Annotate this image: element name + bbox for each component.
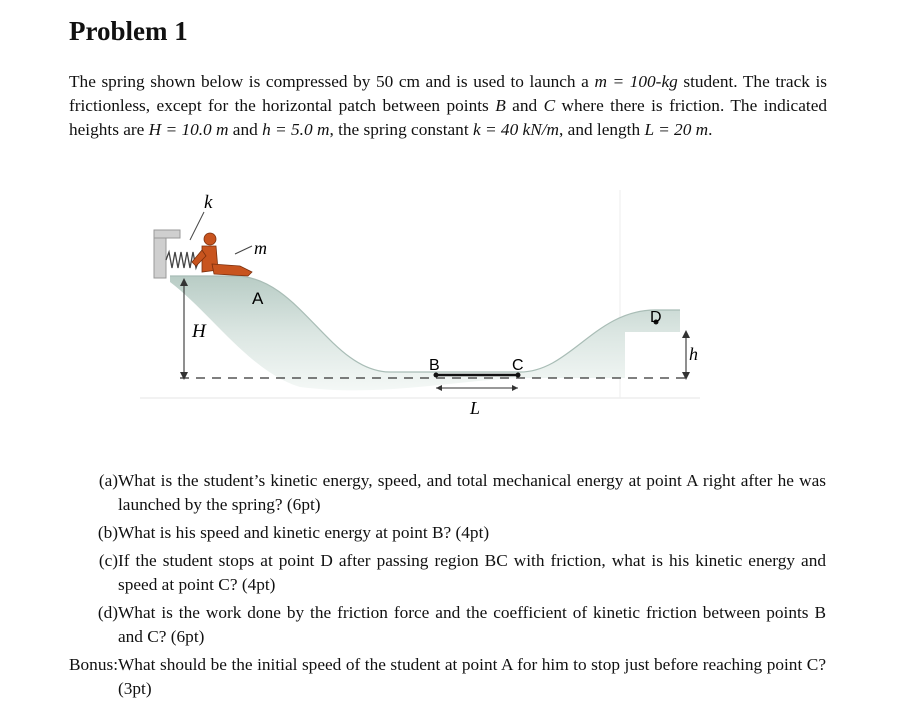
label-c: C	[512, 357, 524, 374]
question-bonus	[50, 653, 826, 701]
label-d: D	[650, 309, 662, 326]
point-b-ref: B	[495, 96, 506, 115]
intro-text-6: .	[708, 120, 713, 139]
intro-text-4: , the spring constant	[329, 120, 473, 139]
problem-statement	[69, 70, 827, 142]
question-c-text: If the student stops at point D after passing region BC with friction, what is his kinetic energy and speed at point C? (4pt)	[118, 551, 826, 594]
intro-and-2: and	[228, 120, 263, 139]
label-k: k	[204, 192, 213, 213]
intro-text-2: student. The track is frictionless, except for the horizontal patch between points	[69, 72, 827, 115]
question-d	[50, 601, 826, 649]
question-list	[50, 469, 826, 705]
question-a-text: What is the student’s kinetic energy, speed, and total mechanical energy at point A right after he was launched by the spring? (6pt)	[118, 471, 826, 514]
track-figure	[140, 182, 700, 422]
label-a: A	[252, 289, 264, 308]
question-c-label: (c)	[98, 551, 118, 570]
label-h-small: h	[689, 344, 698, 364]
question-d-text: What is the work done by the friction force and the coefficient of kinetic friction between points B and C? (6pt)	[118, 603, 826, 646]
question-bonus-text: What should be the initial speed of the student at point A for him to stop just before reaching point C? (3pt)	[118, 655, 826, 698]
height-h-value: H = 10.0 m	[148, 120, 229, 139]
label-b: B	[429, 357, 440, 374]
question-a-label: (a)	[98, 471, 118, 490]
label-m: m	[254, 238, 267, 258]
length-value: L = 20 m	[644, 120, 709, 139]
track-surface	[170, 276, 680, 390]
question-b-text: What is his speed and kinetic energy at point B? (4pt)	[118, 523, 490, 542]
intro-text-1: The spring shown below is compressed by 50 cm and is used to launch a	[69, 72, 595, 91]
label-l: L	[470, 398, 481, 418]
question-bonus-label: Bonus:	[69, 655, 118, 674]
intro-text-3: where there is friction. The indicated heights are	[69, 96, 828, 139]
question-d-label: (d)	[97, 603, 118, 622]
mass-value: m = 100-kg	[594, 72, 678, 91]
question-b	[50, 521, 826, 545]
label-h-large: H	[192, 321, 206, 342]
question-a	[50, 469, 826, 517]
height-small-h-value: h = 5.0 m	[262, 120, 330, 139]
question-b-label: (b)	[97, 523, 118, 542]
problem-title: Problem 1	[69, 16, 188, 46]
student-icon	[192, 233, 252, 276]
point-c-ref: C	[543, 96, 556, 115]
intro-and-1: and	[505, 96, 544, 115]
spring-constant-value: k = 40 kN/m	[472, 120, 560, 139]
question-c	[50, 549, 826, 597]
intro-text-5: , and length	[559, 120, 645, 139]
